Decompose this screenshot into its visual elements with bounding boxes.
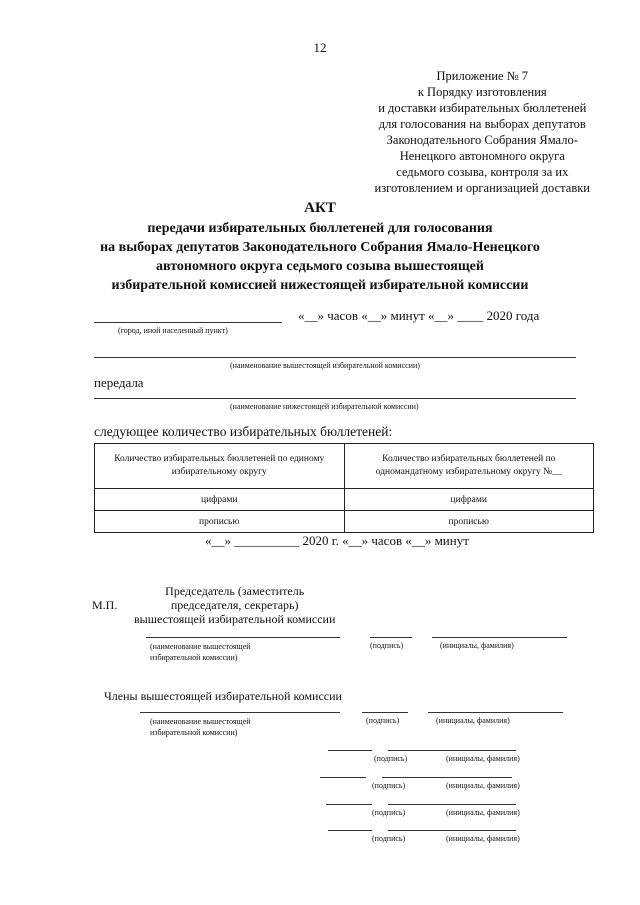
datetime-line: «__» часов «__» минут «__» ____ 2020 года: [298, 308, 540, 323]
lower-commission-line: [94, 398, 576, 399]
table-row: [95, 489, 594, 511]
chairman-name-line: [146, 637, 340, 638]
appendix-line: седьмого созыва, контроля за их: [396, 165, 569, 179]
members-signature-caption: (подпись): [366, 716, 400, 725]
appendix-line: и доставки избирательных бюллетеней: [378, 101, 587, 115]
col1-header: Количество избирательных бюллетеней по единому избирательному округу: [95, 444, 345, 489]
words-cell-1: прописью: [95, 511, 345, 533]
members-initials-line: [428, 712, 563, 713]
ballot-quantity-table: [94, 443, 594, 533]
city-caption: (город, иной населенный пункт): [118, 326, 228, 335]
caption-line: (наименование вышестоящей: [150, 642, 251, 651]
act-title-line: на выборах депутатов Законодательного Собрания Ямало-Ненецкого: [100, 240, 540, 255]
act-title-line: избирательной комиссией нижестоящей избирательной комиссии: [111, 278, 529, 293]
appendix-line: Приложение № 7: [436, 69, 529, 83]
page-number: 12: [313, 40, 327, 55]
col2-header: Количество избирательных бюллетеней по одномандатному избирательному округу №__: [344, 444, 594, 489]
appendix-line: к Порядку изготовления: [417, 85, 547, 99]
member-initials-line: [388, 750, 516, 751]
chairman-line: председателя, секретарь): [170, 598, 299, 612]
caption-line: избирательной комиссии): [150, 653, 238, 662]
member-signature-line: [320, 777, 366, 778]
member-initials-line: [388, 830, 516, 831]
caption-line: избирательной комиссии): [150, 728, 238, 737]
member-signature-caption: (подпись): [372, 834, 406, 843]
chairman-initials-caption: (инициалы, фамилия): [440, 641, 514, 650]
chairman-signature-caption: (подпись): [370, 641, 404, 650]
member-signature-caption: (подпись): [372, 781, 406, 790]
members-initials-caption: (инициалы, фамилия): [436, 716, 510, 725]
members-name-line: [140, 712, 340, 713]
chairman-title: [134, 584, 335, 626]
table-header-row: [95, 444, 594, 489]
following-quantity: следующее количество избирательных бюллетеней:: [94, 424, 393, 439]
act-title-line: автономного округа седьмого созыва вышестоящей: [156, 259, 484, 274]
appendix-line: изготовлением и организацией доставки: [374, 181, 590, 195]
caption-line: (наименование вышестоящей: [150, 717, 251, 726]
members-heading: Члены вышестоящей избирательной комиссии: [104, 689, 342, 703]
member-signature-caption: (подпись): [374, 754, 408, 763]
words-cell-2: прописью: [344, 511, 594, 533]
transfer-date-line: «__» __________ 2020 г. «__» часов «__» минут: [205, 533, 469, 548]
member-signature-line: [328, 830, 372, 831]
city-line: [94, 322, 282, 323]
chairman-initials-line: [432, 637, 567, 638]
member-initials-caption: (инициалы, фамилия): [446, 834, 520, 843]
member-initials-caption: (инициалы, фамилия): [446, 808, 520, 817]
member-signature-line: [328, 750, 372, 751]
member-initials-line: [388, 804, 516, 805]
chairman-name-caption: [150, 641, 251, 663]
stamp-label: М.П.: [92, 598, 118, 612]
appendix-line: Законодательного Собрания Ямало-: [386, 133, 578, 147]
chairman-signature-line: [370, 637, 412, 638]
lower-commission-caption: (наименование нижестоящей избирательной комиссии): [230, 402, 419, 411]
appendix-block: [375, 68, 590, 196]
members-name-caption: [150, 716, 251, 738]
members-signature-line: [362, 712, 408, 713]
chairman-line: вышестоящей избирательной комиссии: [134, 612, 336, 626]
act-title: [0, 219, 640, 295]
act-heading: АКТ: [304, 200, 336, 216]
appendix-line: Ненецкого автономного округа: [399, 149, 565, 163]
member-initials-caption: (инициалы, фамилия): [446, 781, 520, 790]
table-row: [95, 511, 594, 533]
digits-cell-2: цифрами: [344, 489, 594, 511]
member-initials-line: [382, 777, 512, 778]
chairman-line: Председатель (заместитель: [165, 584, 305, 598]
transferred-label: передала: [94, 375, 144, 390]
higher-commission-caption: (наименование вышестоящей избирательной комиссии): [230, 361, 420, 370]
digits-cell-1: цифрами: [95, 489, 345, 511]
act-title-line: передачи избирательных бюллетеней для голосования: [147, 221, 493, 236]
member-signature-line: [326, 804, 372, 805]
higher-commission-line: [94, 357, 576, 358]
member-signature-caption: (подпись): [372, 808, 406, 817]
appendix-line: для голосования на выборах депутатов: [378, 117, 586, 131]
member-initials-caption: (инициалы, фамилия): [446, 754, 520, 763]
